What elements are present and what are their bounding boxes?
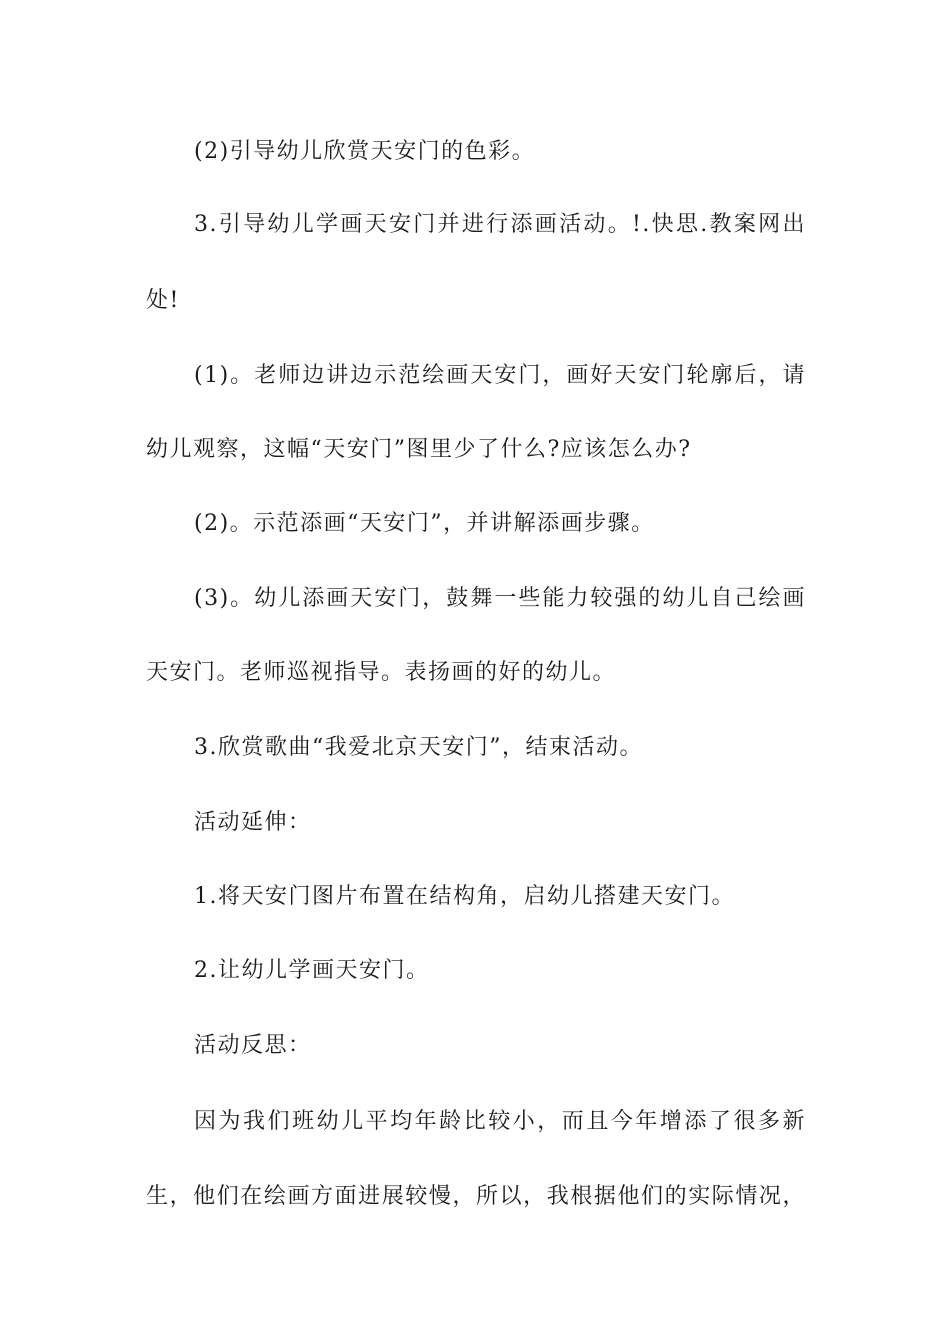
paragraph-line: 3.引导幼儿学画天安门并进行添画活动。!.快思.教案网出 <box>194 212 806 237</box>
paragraph-line: 因为我们班幼儿平均年龄比较小，而且今年增添了很多新 <box>194 1109 806 1134</box>
section-heading: 活动延伸： <box>194 810 312 835</box>
paragraph-line: (2)引导幼儿欣赏天安门的色彩。 <box>194 139 536 164</box>
paragraph-line: 3.欣赏歌曲“我爱北京天安门”，结束活动。 <box>194 735 643 760</box>
paragraph-line: (2)。示范添画“天安门”，并讲解添画步骤。 <box>194 511 655 536</box>
paragraph-line: 2.让幼儿学画天安门。 <box>194 958 430 983</box>
paragraph-line: 处! <box>146 288 180 313</box>
paragraph-line: (1)。老师边讲边示范绘画天安门，画好天安门轮廓后，请 <box>194 363 806 388</box>
paragraph-line: 天安门。老师巡视指导。表扬画的好的幼儿。 <box>146 660 617 685</box>
paragraph-line: 生，他们在绘画方面进展较慢，所以，我根据他们的实际情况， <box>146 1184 806 1209</box>
section-heading: 活动反思： <box>194 1033 312 1058</box>
paragraph-line: 幼儿观察，这幅“天安门”图里少了什么?应该怎么办? <box>146 437 692 462</box>
paragraph-line: (3)。幼儿添画天安门，鼓舞一些能力较强的幼儿自己绘画 <box>194 586 806 611</box>
paragraph-line: 1.将天安门图片布置在结构角，启幼儿搭建天安门。 <box>194 884 735 909</box>
